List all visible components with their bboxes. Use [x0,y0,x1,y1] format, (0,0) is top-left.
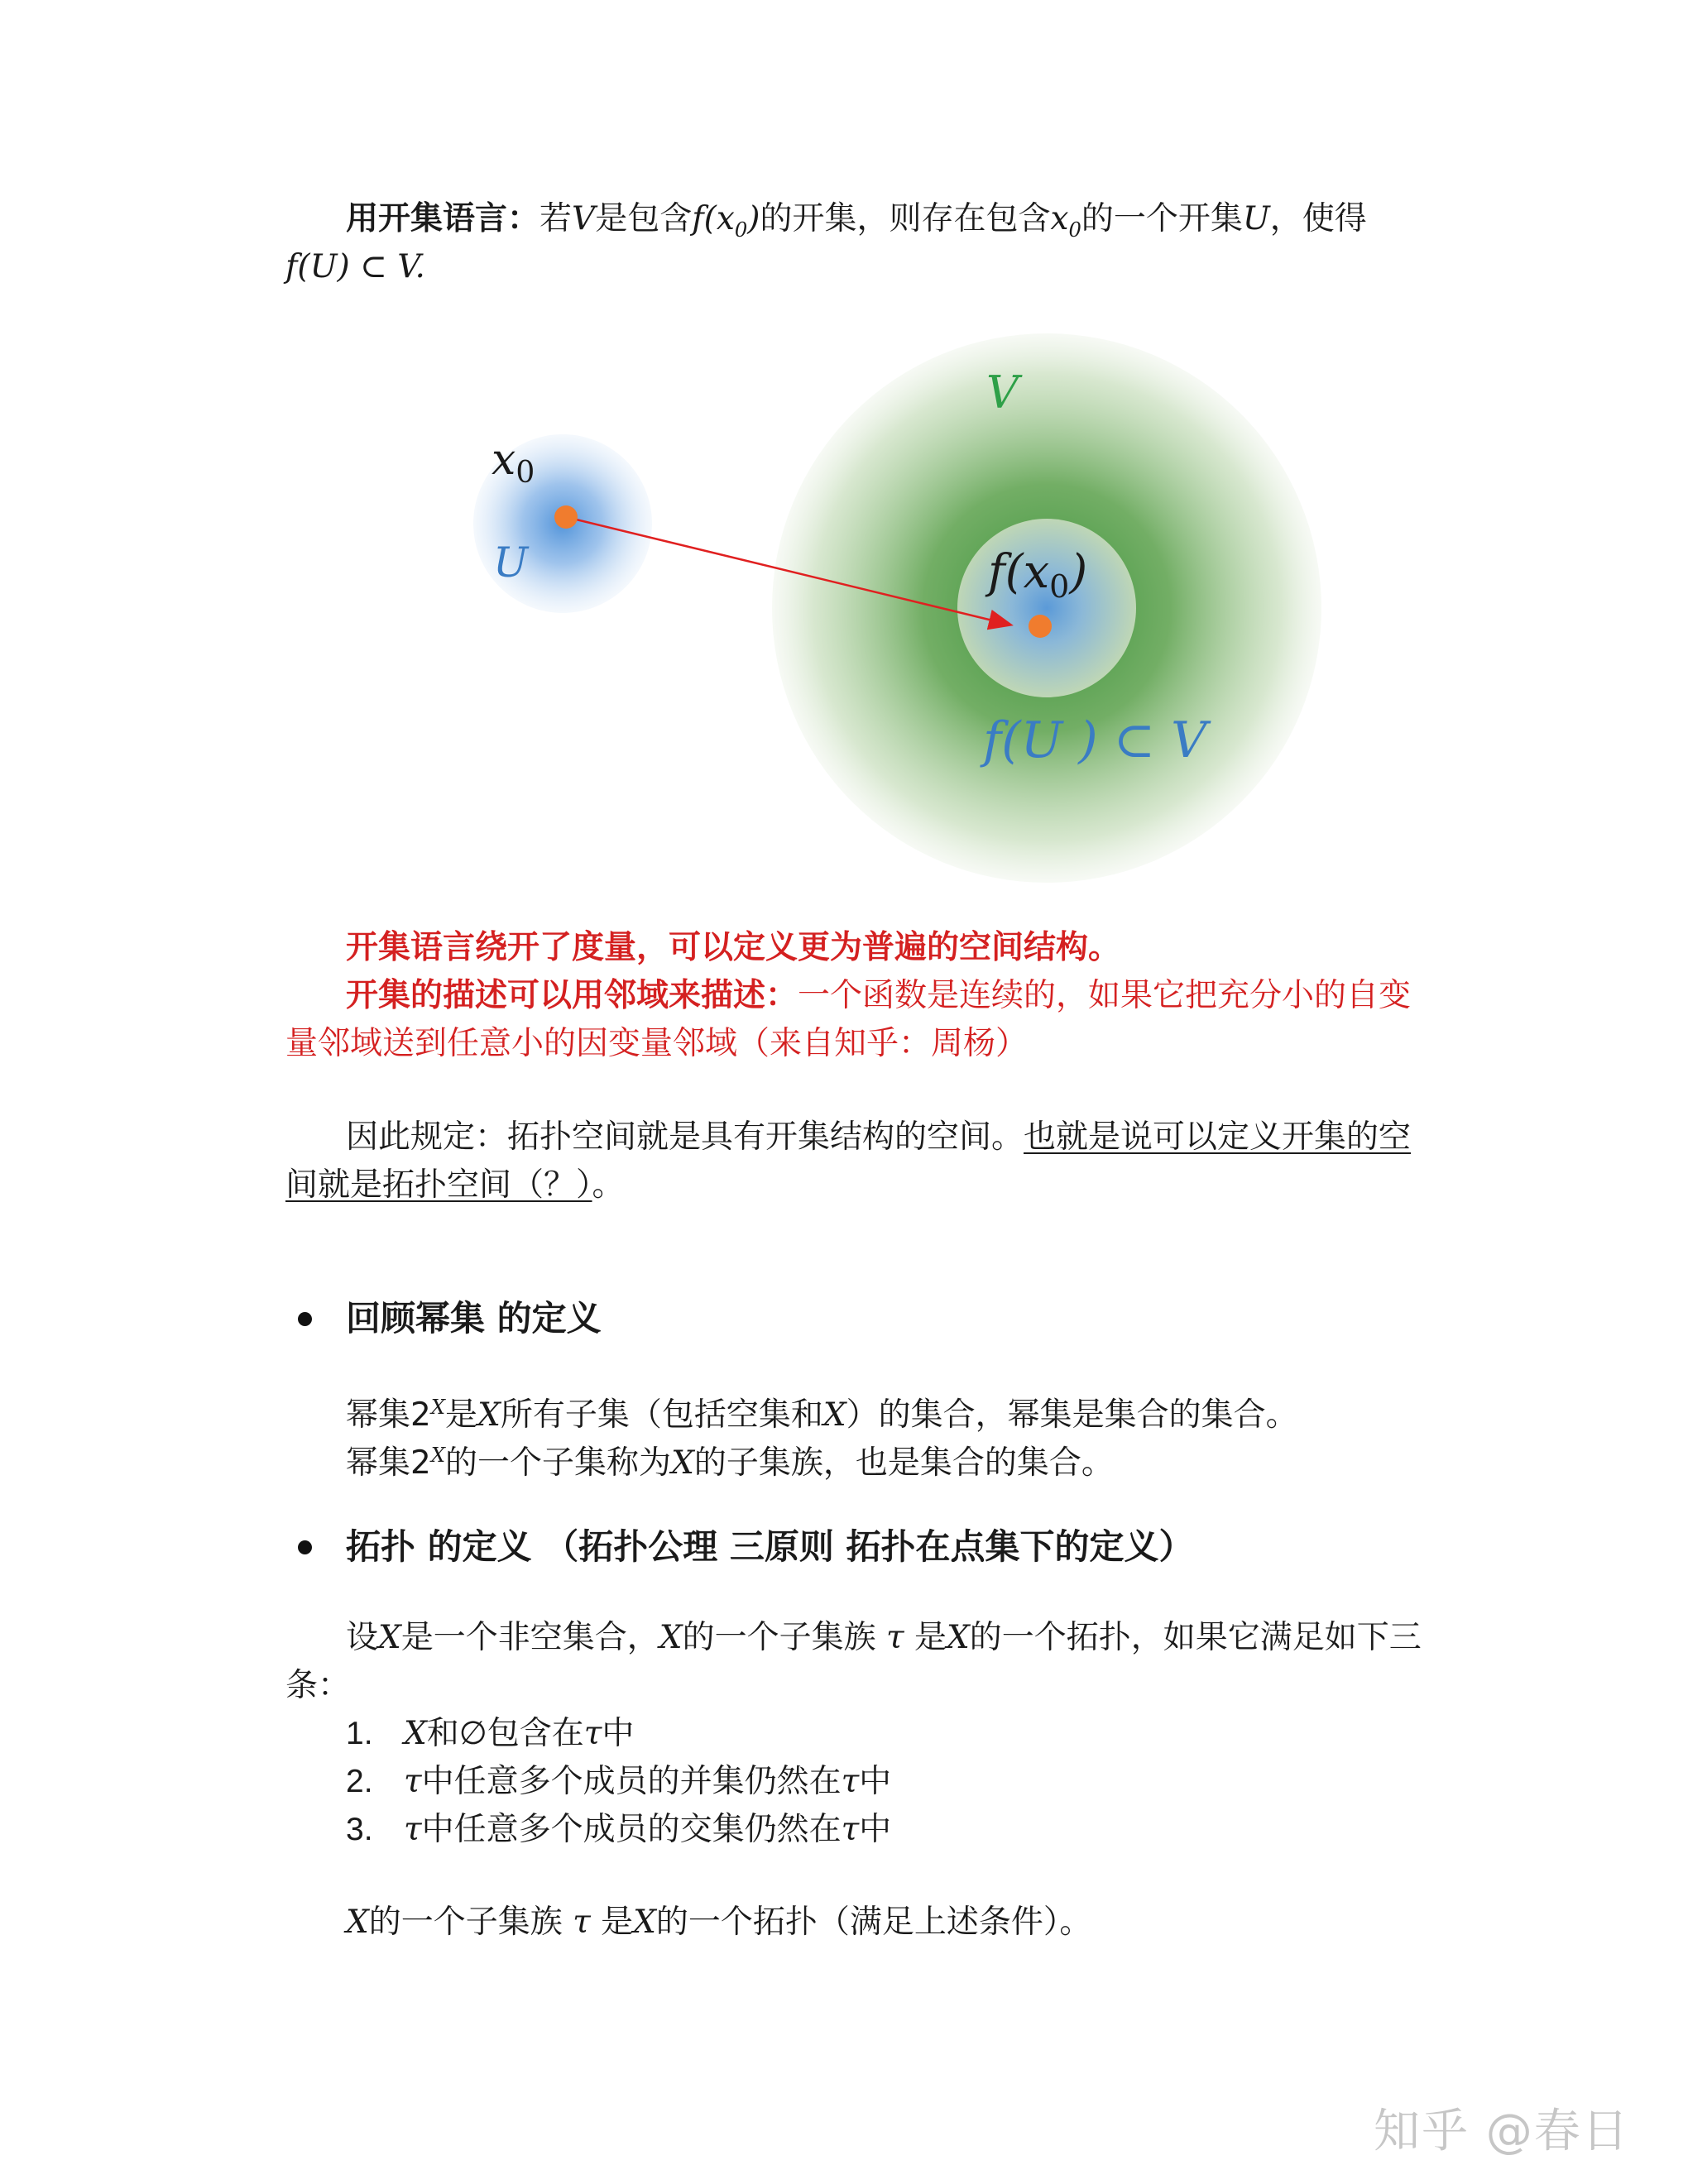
label-f-x0: $f(x_0)$ [988,545,1088,605]
red-note-line2: 开集的描述可以用邻域来描述：一个函数是连续的，如果它把充分小的自变 [346,977,1412,1014]
label-V: V [986,366,1019,419]
topology-space-rule-line1: 因此规定：拓扑空间就是具有开集结构的空间。也就是说可以定义开集的空 [346,1118,1412,1156]
open-set-mapping-figure [463,327,1324,906]
bullet-dot [298,1540,312,1554]
topology-def-line1: 设X是一个非空集合，X的一个子集族 τ 是X的一个拓扑，如果它满足如下三 [346,1619,1422,1656]
label-f-U-subset-V: f(U ) ⊂ V [983,711,1207,769]
label-x0: x0 [492,435,535,490]
axiom-item-2: 2. τ中任意多个成员的并集仍然在τ中 [346,1763,892,1800]
heading-topology-definition: 拓扑 的定义 （拓扑公理 三原则 拓扑在点集下的定义） [346,1526,1194,1567]
axiom-item-3: 3. τ中任意多个成员的交集仍然在τ中 [346,1811,892,1848]
red-note-line3: 量邻域送到任意小的因变量邻域（来自知乎：周杨） [285,1025,1029,1062]
powerset-line2: 幂集$2^X$的一个子集称为X的子集族，也是集合的集合。 [346,1444,1114,1482]
zhihu-watermark: 知乎 @春日 [1374,2105,1630,2158]
bullet-dot [298,1312,312,1326]
topology-summary: X的一个子集族 τ 是X的一个拓扑（满足上述条件）。 [346,1904,1092,1941]
point-f-x0-dot [1029,615,1052,638]
topology-def-line2: 条： [285,1667,351,1704]
red-note-line1: 开集语言绕开了度量，可以定义更为普遍的空间结构。 [346,929,1121,966]
statement-lead: 用开集语言： [346,200,540,237]
point-x0-dot [554,505,578,529]
open-set-statement-line2: f(U) ⊂ V. [285,248,425,285]
topology-space-rule-line2: 间就是拓扑空间（？）。 [285,1166,625,1204]
powerset-line1: 幂集$2^X$是X所有子集（包括空集和X）的集合，幂集是集合的集合。 [346,1396,1298,1434]
open-set-statement-line1: 用开集语言：若V是包含$f(x_0)$的开集，则存在包含$x_0$的一个开集U，使得 [346,200,1367,242]
axiom-item-1: 1. X和∅包含在τ中 [346,1715,635,1752]
heading-powerset: 回顾幂集 的定义 [346,1298,602,1339]
label-U: U [493,539,529,587]
